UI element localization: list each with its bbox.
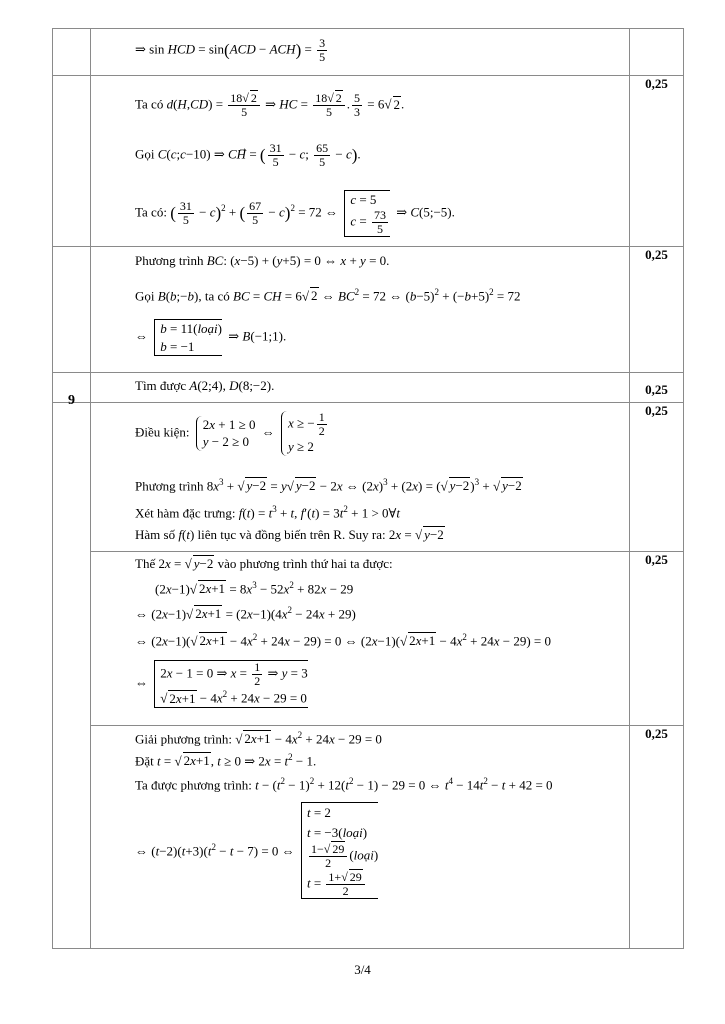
formula-line: ⇔ 2x − 1 = 0 ⇒ x = $\frac{1}{2}$ ⇒ y = 3 √ $2x+1 - 4x^2 + 24x - 29 = 0$	[135, 660, 311, 708]
content-cell	[91, 247, 630, 373]
score-value: 0,25	[645, 247, 668, 262]
score-cell	[630, 552, 684, 726]
score-cell	[630, 726, 684, 949]
label-text: Giải phương trình:	[135, 731, 232, 747]
label-text: loại	[197, 321, 218, 336]
label-text: Đặt	[135, 753, 154, 769]
formula-line: (2x−1)√ $2x+1 = 8x^3 - 52x^2 + 82x - 29$	[155, 580, 354, 597]
formula-line: ⇔ (2x−1)√ $2x+1 = (2x-1)(4x^2 - 24x + 29)$	[135, 605, 356, 622]
score-value: 0,25	[645, 726, 668, 741]
score-cell	[630, 29, 684, 76]
label-text: Ta có	[135, 96, 164, 112]
formula-line: Ta được phương trình: $t - (t^2 - 1)^2 + 12(t^2 - 1) - 29 = 0$ ⇔ $t^4 - 14t^2 - t + 42 = 0$	[135, 776, 553, 793]
label-text: liên tục và đồng biến trên R. Suy ra:	[197, 527, 386, 542]
question-number: 9	[68, 393, 75, 408]
content-cell	[91, 552, 630, 726]
content-cell	[91, 76, 630, 247]
question-cell	[53, 247, 91, 373]
content-cell	[91, 29, 630, 76]
label-text: Phương trình	[135, 253, 204, 268]
formula-line: Phương trình BC: (x−5) + (y+5) = 0 ⇔ x + y = 0.	[135, 253, 390, 268]
label-text: Điều kiện:	[135, 424, 190, 440]
formula-line: Thế 2x = √ y−2 vào phương trình thứ hai ta được:	[135, 556, 393, 571]
label-text: Gọi	[135, 288, 155, 304]
content-cell	[91, 726, 630, 949]
label-text: loại	[353, 847, 374, 863]
formula-line: ⇔ $(t-2)(t+3)(t^2 - t - 7) = 0$ ⇔ t = 2 t = −3(loại) $\frac{1-√ 29}{2}$ (loại) t = $\frac{1+√ 29}{2}$	[135, 802, 381, 899]
question-cell	[53, 76, 91, 247]
page-number: 3/4	[354, 962, 371, 977]
formula-line: Gọi B(b;−b), ta có BC = CH = 6√ 2 ⇔ $BC^2 = 72$ ⇔ $(b-5)^2 + (-b+5)^2 = 72$	[135, 287, 521, 304]
formula-line: ⇒ sin HCD = sin(ACD − ACH) = $\frac{3}{5}$	[135, 36, 326, 65]
label-text: Xét hàm đặc trưng:	[135, 505, 236, 521]
formula-line: Gọi C(c;c−10) ⇒ CH⃗ = ( $\frac{31}{5}$ − c; $\frac{65}{5}$ − c).	[135, 141, 361, 170]
label-text: Ta có:	[135, 204, 167, 220]
formula-line: Giải phương trình: √ $2x+1 - 4x^2 + 24x - 29 = 0$	[135, 730, 382, 747]
content-cell	[91, 403, 630, 552]
label-text: , ta có	[198, 288, 230, 304]
score-value: 0,25	[645, 76, 668, 91]
score-cell	[630, 76, 684, 247]
formula-line: Xét hàm đặc trưng: $f(t) = t^3 + t$, $f'(t) = 3t^2 + 1$ > 0∀t	[135, 504, 401, 521]
label-text: Tìm được	[135, 378, 187, 393]
formula-line: Đặt t = √ 2x+1, t ≥ 0 ⇒ $2x = t^2 - 1$.	[135, 752, 317, 769]
question-number-cell	[53, 393, 91, 949]
question-cell	[53, 29, 91, 76]
label-text: vào phương trình thứ hai ta được:	[217, 556, 393, 571]
formula-line: Phương trình $8x^3$ + √ y−2 = y√ y−2 − 2x ⇔ $(2x)^3 + (2x)$ = (√ y−2)$^3$ + √ y−2	[135, 477, 522, 494]
formula-line: Ta có: ( $\frac{31}{5}$ − c)$^2$ + ( $\frac{67}{5}$ − c)$^2$ = 72 ⇔ c = 5 c = $\frac{73}{5}$ ⇒ C(5;−5).	[135, 192, 455, 236]
label-text: Hàm số	[135, 527, 176, 542]
formula-line: Ta có d(H,CD) = $\frac{18√ 2}{5}$ ⇒ HC = $\frac{18√ 2}{5}$ . $\frac{5}{3}$ = 6√ 2.	[135, 91, 405, 120]
label-text: Phương trình	[135, 478, 204, 494]
score-cell	[630, 403, 684, 552]
label-text: loại	[342, 825, 363, 841]
answer-table	[52, 28, 684, 949]
score-value: 0,25	[645, 382, 668, 397]
score-value: 0,25	[645, 403, 668, 418]
formula-line: ⇔ b = 11(loại) b = −1 ⇒ B(−1;1).	[135, 319, 286, 356]
label-text: Gọi	[135, 146, 155, 162]
score-cell	[630, 373, 684, 403]
formula-line: Hàm số f(t) liên tục và đồng biến trên R. Suy ra: 2x = √ y−2	[135, 527, 444, 542]
label-text: Ta được phương trình:	[135, 777, 252, 793]
formula-line: Điều kiện: 2x + 1 ≥ 0 y − 2 ≥ 0 ⇔ x ≥ − $\frac{1}{2}$ y ≥ 2	[135, 411, 332, 456]
score-cell	[630, 247, 684, 373]
score-value: 0,25	[645, 552, 668, 567]
formula-line: Tìm được A(2;4), D(8;−2).	[135, 378, 275, 393]
formula-line: ⇔ (2x−1)(√ $2x+1 - 4x^2 + 24x - 29) = 0$ ⇔ (2x−1)(√ $2x+1 - 4x^2 + 24x - 29) = 0$	[135, 632, 552, 649]
label-text: Thế	[135, 556, 156, 571]
content-cell	[91, 373, 630, 403]
